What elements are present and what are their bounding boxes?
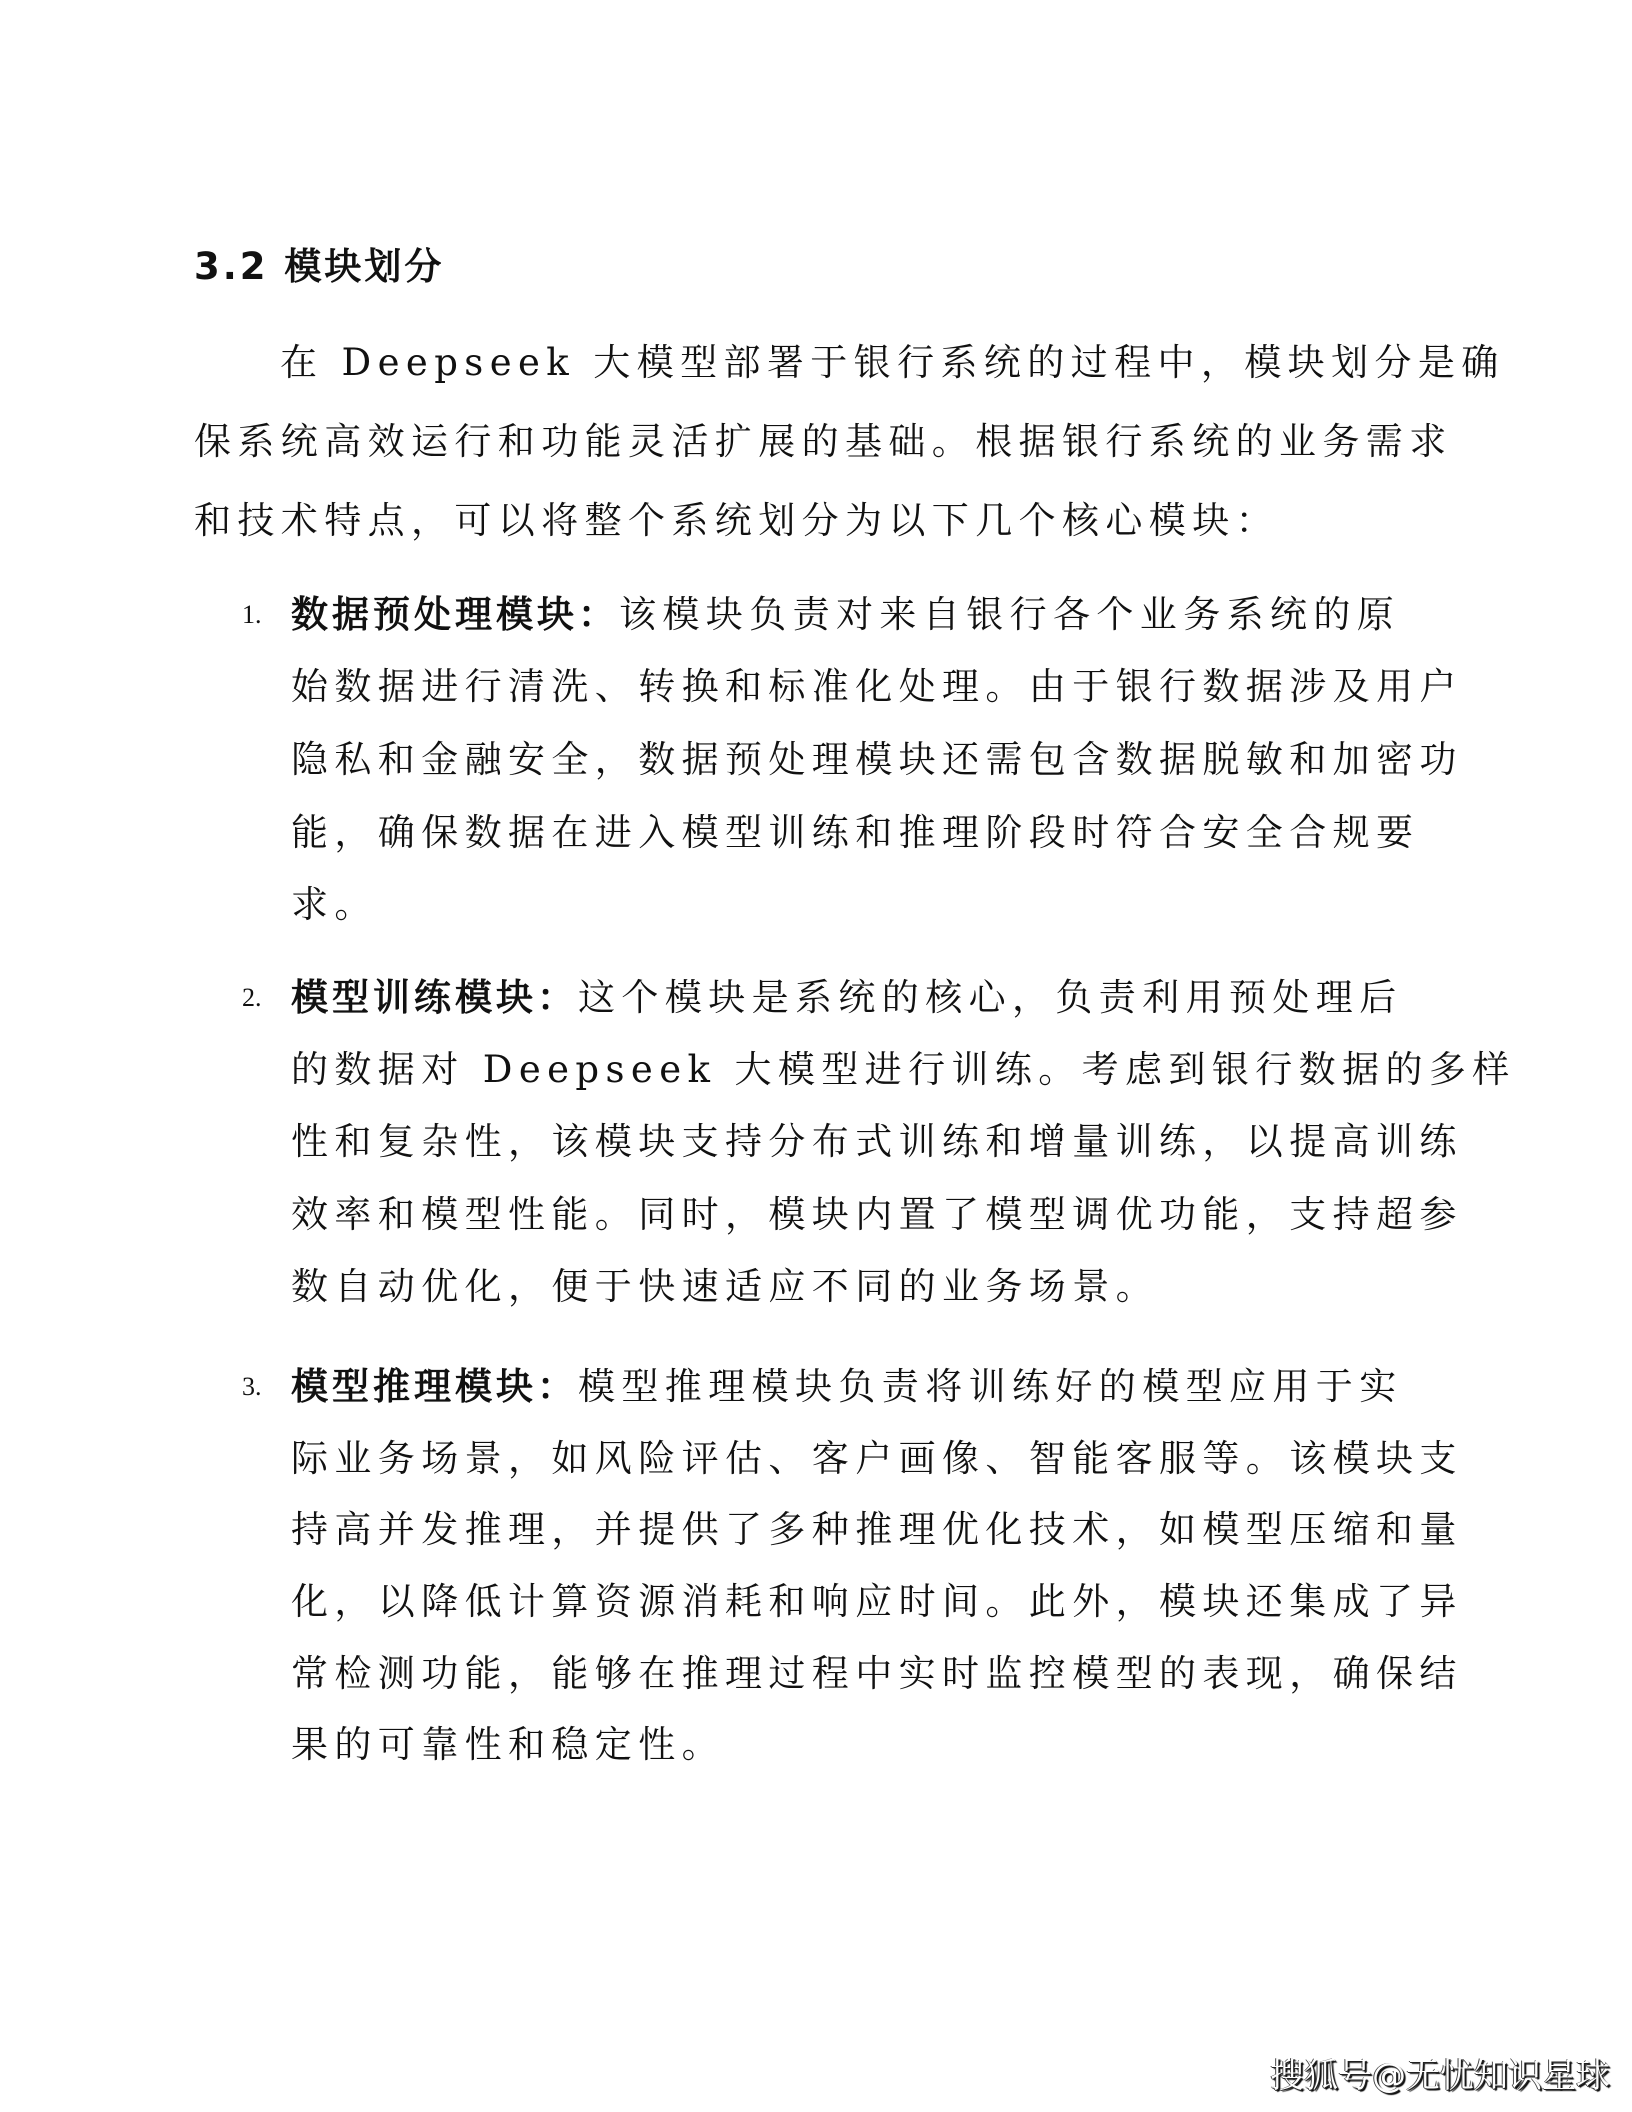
item-line: 化，以降低计算资源消耗和响应时间。此外，模块还集成了异 bbox=[291, 1580, 1463, 1623]
list-number: 3. bbox=[242, 1372, 262, 1401]
intro-line: 在 Deepseek 大模型部署于银行系统的过程中，模块划分是确 bbox=[280, 341, 1505, 384]
item-line: 始数据进行清洗、转换和标准化处理。由于银行数据涉及用户 bbox=[291, 665, 1463, 708]
intro-line: 保系统高效运行和功能灵活扩展的基础。根据银行系统的业务需求 bbox=[194, 420, 1453, 463]
item-line: 求。 bbox=[291, 883, 378, 926]
item-first-line bbox=[291, 976, 1403, 1020]
item-line: 效率和模型性能。同时，模块内置了模型调优功能，支持超参 bbox=[291, 1193, 1463, 1236]
section-heading: 3.2 模块划分 bbox=[194, 245, 445, 288]
item-line: 性和复杂性，该模块支持分布式训练和增量训练，以提高训练 bbox=[291, 1120, 1463, 1163]
item-line: 数自动优化，便于快速适应不同的业务场景。 bbox=[291, 1265, 1159, 1308]
item-line: 常检测功能，能够在推理过程中实时监控模型的表现，确保结 bbox=[291, 1652, 1463, 1695]
item-line: 际业务场景，如风险评估、客户画像、智能客服等。该模块支 bbox=[291, 1437, 1463, 1480]
module-title: 模型推理模块： bbox=[291, 1365, 578, 1408]
list-number: 1. bbox=[242, 600, 262, 629]
watermark: 搜狐号@无忧知识星球 bbox=[1270, 2056, 1610, 2096]
item-line: 果的可靠性和稳定性。 bbox=[291, 1723, 725, 1766]
item-line: 隐私和金融安全，数据预处理模块还需包含数据脱敏和加密功 bbox=[291, 738, 1463, 781]
item-text: 这个模块是系统的核心，负责利用预处理后 bbox=[578, 976, 1403, 1019]
intro-line: 和技术特点，可以将整个系统划分为以下几个核心模块： bbox=[194, 499, 1279, 542]
item-first-line bbox=[291, 593, 1400, 637]
item-first-line bbox=[291, 1365, 1403, 1409]
list-number: 2. bbox=[242, 983, 262, 1012]
item-line: 持高并发推理，并提供了多种推理优化技术，如模型压缩和量 bbox=[291, 1508, 1463, 1551]
module-title: 模型训练模块： bbox=[291, 976, 578, 1019]
item-text: 模型推理模块负责将训练好的模型应用于实 bbox=[578, 1365, 1403, 1408]
item-text: 该模块负责对来自银行各个业务系统的原 bbox=[619, 593, 1401, 636]
item-line: 的数据对 Deepseek 大模型进行训练。考虑到银行数据的多样 bbox=[291, 1048, 1516, 1091]
item-line: 能，确保数据在进入模型训练和推理阶段时符合安全合规要 bbox=[291, 811, 1420, 854]
module-title: 数据预处理模块： bbox=[291, 593, 619, 636]
